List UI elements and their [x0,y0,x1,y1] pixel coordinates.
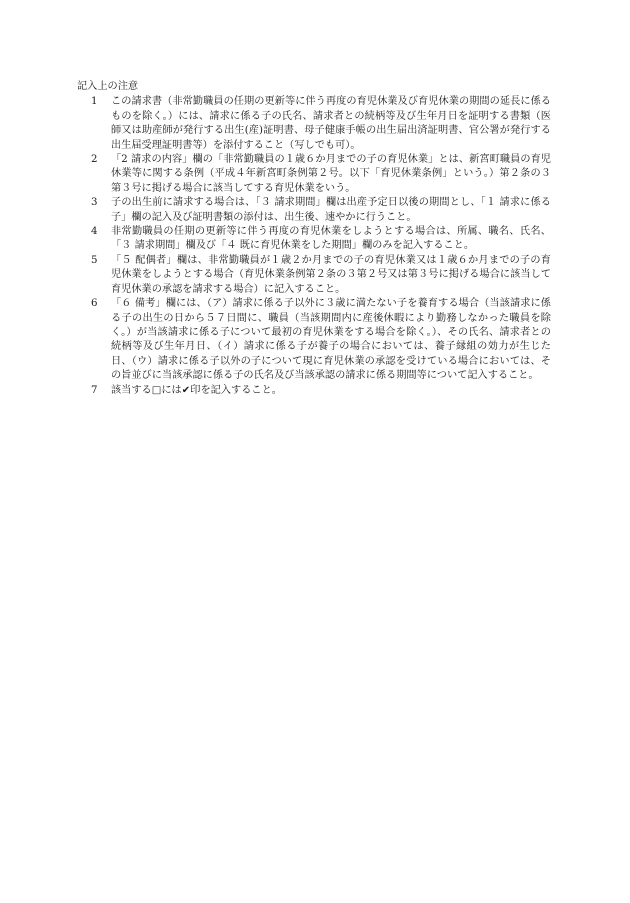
note-item-5 [77,254,551,297]
note-number: 2 [91,154,98,166]
note-item-3 [77,196,551,225]
note-text: 非常勤職員の任期の更新等に伴う再度の育児休業をしようとする場合は、所属、職名、氏名、「３ 請求期間」欄及び「４ 既に育児休業をした期間」欄のみを記入すること。 [111,226,551,252]
note-number: 7 [91,384,98,396]
note-number: 6 [91,298,98,310]
note-item-4 [77,225,551,254]
note-number: 4 [91,226,98,238]
note-text: 「５ 配偶者」欄は、非常勤職員が１歳２か月までの子の育児休業又は１歳６か月までの子の育児休業をしようとする場合（育児休業条例第２条の３第２号又は第３号に掲げる場合に該当して育児休業の承認を請求する場合）に記入すること。 [111,254,551,295]
note-item-6 [77,297,551,383]
notes-list [77,95,551,398]
note-text: 「６ 備考」欄には、（ア）請求に係る子以外に３歳に満たない子を養育する場合（当該請求に係る子の出生の日から５７日間に、職員（当該期間内に産後休暇により勤務しなかった職員を除く。）が当該請求に係る子について最初の育児休業をする場合を除く。）、その氏名、請求者との続柄等及び生年月日、（イ）請求に係る子が養子の場合においては、養子縁組の効力が生じた日、（ウ）請求に係る子以外の子について現に育児休業の承認を受けている場合においては、その旨並びに当該承認に係る子の氏名及び当該承認の請求に係る期間等について記入すること。 [111,298,551,382]
note-text: この請求書（非常勤職員の任期の更新等に伴う再度の育児休業及び育児休業の期間の延長に係るものを除く。）には、請求に係る子の氏名、請求者との続柄等及び生年月日を証明する書類（医師又は助産師が発行する出生(産)証明書、母子健康手帳の出生届出済証明書、官公署が発行する出生届受理証明書等）を添付すること（写しでも可）。 [111,96,551,151]
note-item-2 [77,153,551,196]
note-text: 「2 請求の内容」欄の「非常勤職員の１歳６か月までの子の育児休業」とは、新宮町職員の育児休業等に関する条例（平成４年新宮町条例第２号。以下「育児休業条例」という。）第２条の３第３号に掲げる場合に該当してする育児休業をいう。 [111,154,551,194]
note-item-1 [77,95,551,153]
note-number: 3 [91,197,98,209]
note-number: 1 [91,96,98,108]
notes-heading: 記入上の注意 [77,81,139,92]
note-text: 子の出生前に請求する場合は、「３ 請求期間」欄は出産予定日以後の期間とし、「１ 請求に係る子」欄の記入及び証明書類の添付は、出生後、速やかに行うこと。 [111,197,551,223]
note-item-7 [77,384,551,398]
notes-section [77,80,551,398]
note-number: 5 [91,254,98,266]
note-text: 該当する□には✔印を記入すること。 [111,384,282,396]
